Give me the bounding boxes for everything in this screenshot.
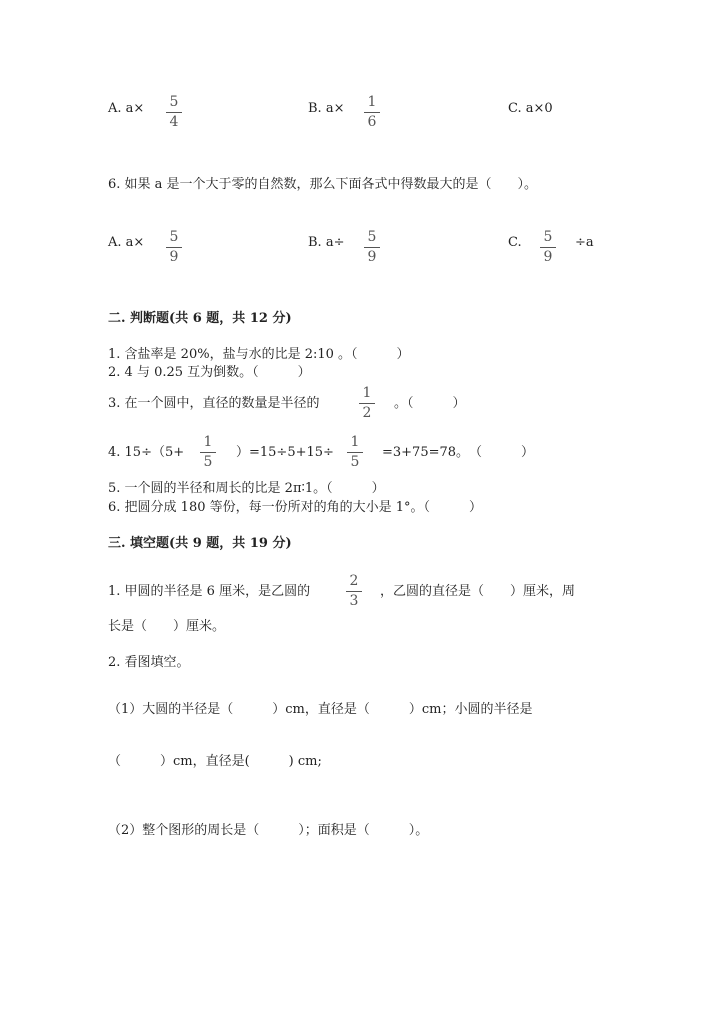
fraction-denominator: 9 [543, 249, 553, 265]
fraction-denominator: 3 [349, 593, 359, 609]
fraction-numerator: 1 [362, 385, 372, 401]
section3-item-1-fraction [346, 574, 362, 610]
fraction-numerator: 5 [169, 94, 179, 110]
fraction-denominator: 9 [367, 249, 377, 265]
section2-item-3-text: 3. 在一个圆中，直径的数量是半径的 [108, 396, 320, 411]
fraction-denominator: 6 [367, 114, 377, 130]
fraction-numerator: 2 [349, 573, 359, 589]
fraction-bar [200, 452, 216, 453]
fraction-denominator: 5 [203, 454, 213, 470]
section2-item-4-fraction-1 [200, 435, 216, 471]
fraction-numerator: 1 [350, 434, 360, 450]
section2-item-3-tail: 。（ ） [394, 396, 466, 411]
section3-item-2-sub1-line2: （ ）cm，直径是( ) cm; [108, 754, 322, 769]
section3-title: 三. 填空题(共 9 题，共 19 分) [108, 536, 292, 551]
q6-option-c-suffix: ÷a [575, 235, 594, 250]
fraction-denominator: 2 [362, 405, 372, 421]
q5-option-b-label: B. a× [308, 101, 345, 116]
fraction-denominator: 9 [169, 249, 179, 265]
section2-item-4-part-b: ）=15÷5+15÷ [236, 445, 334, 460]
fraction-numerator: 1 [367, 94, 377, 110]
section2-item-4-part-c: =3+75=78。 （ ） [382, 445, 535, 460]
section3-item-1-text: 1. 甲圆的半径是 6 厘米，是乙圆的 [108, 584, 311, 599]
q6-option-a-label: A. a× [108, 235, 145, 250]
q5-option-c-label: C. a×0 [508, 101, 553, 116]
q6-option-c-fraction [540, 230, 556, 266]
section2-title: 二. 判断题(共 6 题，共 12 分) [108, 311, 292, 326]
section3-item-2-sub1: （1）大圆的半径是（ ）cm，直径是（ ）cm；小圆的半径是 [108, 702, 533, 717]
section3-item-2-sub2: （2）整个图形的周长是（ ）；面积是（ ）。 [108, 823, 429, 838]
section2-item-4-fraction-2 [347, 435, 363, 471]
q6-stem: 6. 如果 a 是一个大于零的自然数，那么下面各式中得数最大的是（ ）。 [108, 177, 538, 192]
q6-option-c-label: C. [508, 235, 522, 250]
section3-item-1-line2: 长是（ ）厘米。 [108, 619, 226, 634]
fraction-numerator: 5 [367, 229, 377, 245]
fraction-numerator: 1 [203, 434, 213, 450]
section2-item-4-part-a: 4. 15÷（5+ [108, 445, 185, 460]
fraction-bar [166, 247, 182, 248]
section2-item-5: 5. 一个圆的半径和周长的比是 2π∶1。（ ） [108, 481, 385, 496]
section2-item-3-fraction [359, 386, 375, 422]
fraction-numerator: 5 [543, 229, 553, 245]
fraction-bar [364, 112, 380, 113]
section2-item-1: 1. 含盐率是 20%，盐与水的比是 2:10 。（ ） [108, 347, 410, 362]
q6-option-a-fraction [166, 230, 182, 266]
section2-item-6: 6. 把圆分成 180 等份，每一份所对的角的大小是 1°。（ ） [108, 500, 483, 515]
fraction-bar [347, 452, 363, 453]
q5-option-a-fraction [166, 95, 182, 131]
fraction-bar [166, 112, 182, 113]
q6-option-b-label: B. a÷ [308, 235, 345, 250]
fraction-denominator: 4 [169, 114, 179, 130]
fraction-denominator: 5 [350, 454, 360, 470]
fraction-bar [346, 591, 362, 592]
section3-item-1-tail: ，乙圆的直径是（ ）厘米，周 [380, 584, 576, 599]
fraction-bar [359, 403, 375, 404]
q6-option-b-fraction [364, 230, 380, 266]
fraction-bar [540, 247, 556, 248]
section2-item-2: 2. 4 与 0.25 互为倒数。（ ） [108, 365, 311, 380]
q5-option-b-fraction [364, 95, 380, 131]
section3-item-2: 2. 看图填空。 [108, 655, 190, 670]
fraction-bar [364, 247, 380, 248]
fraction-numerator: 5 [169, 229, 179, 245]
q5-option-a-label: A. a× [108, 101, 145, 116]
